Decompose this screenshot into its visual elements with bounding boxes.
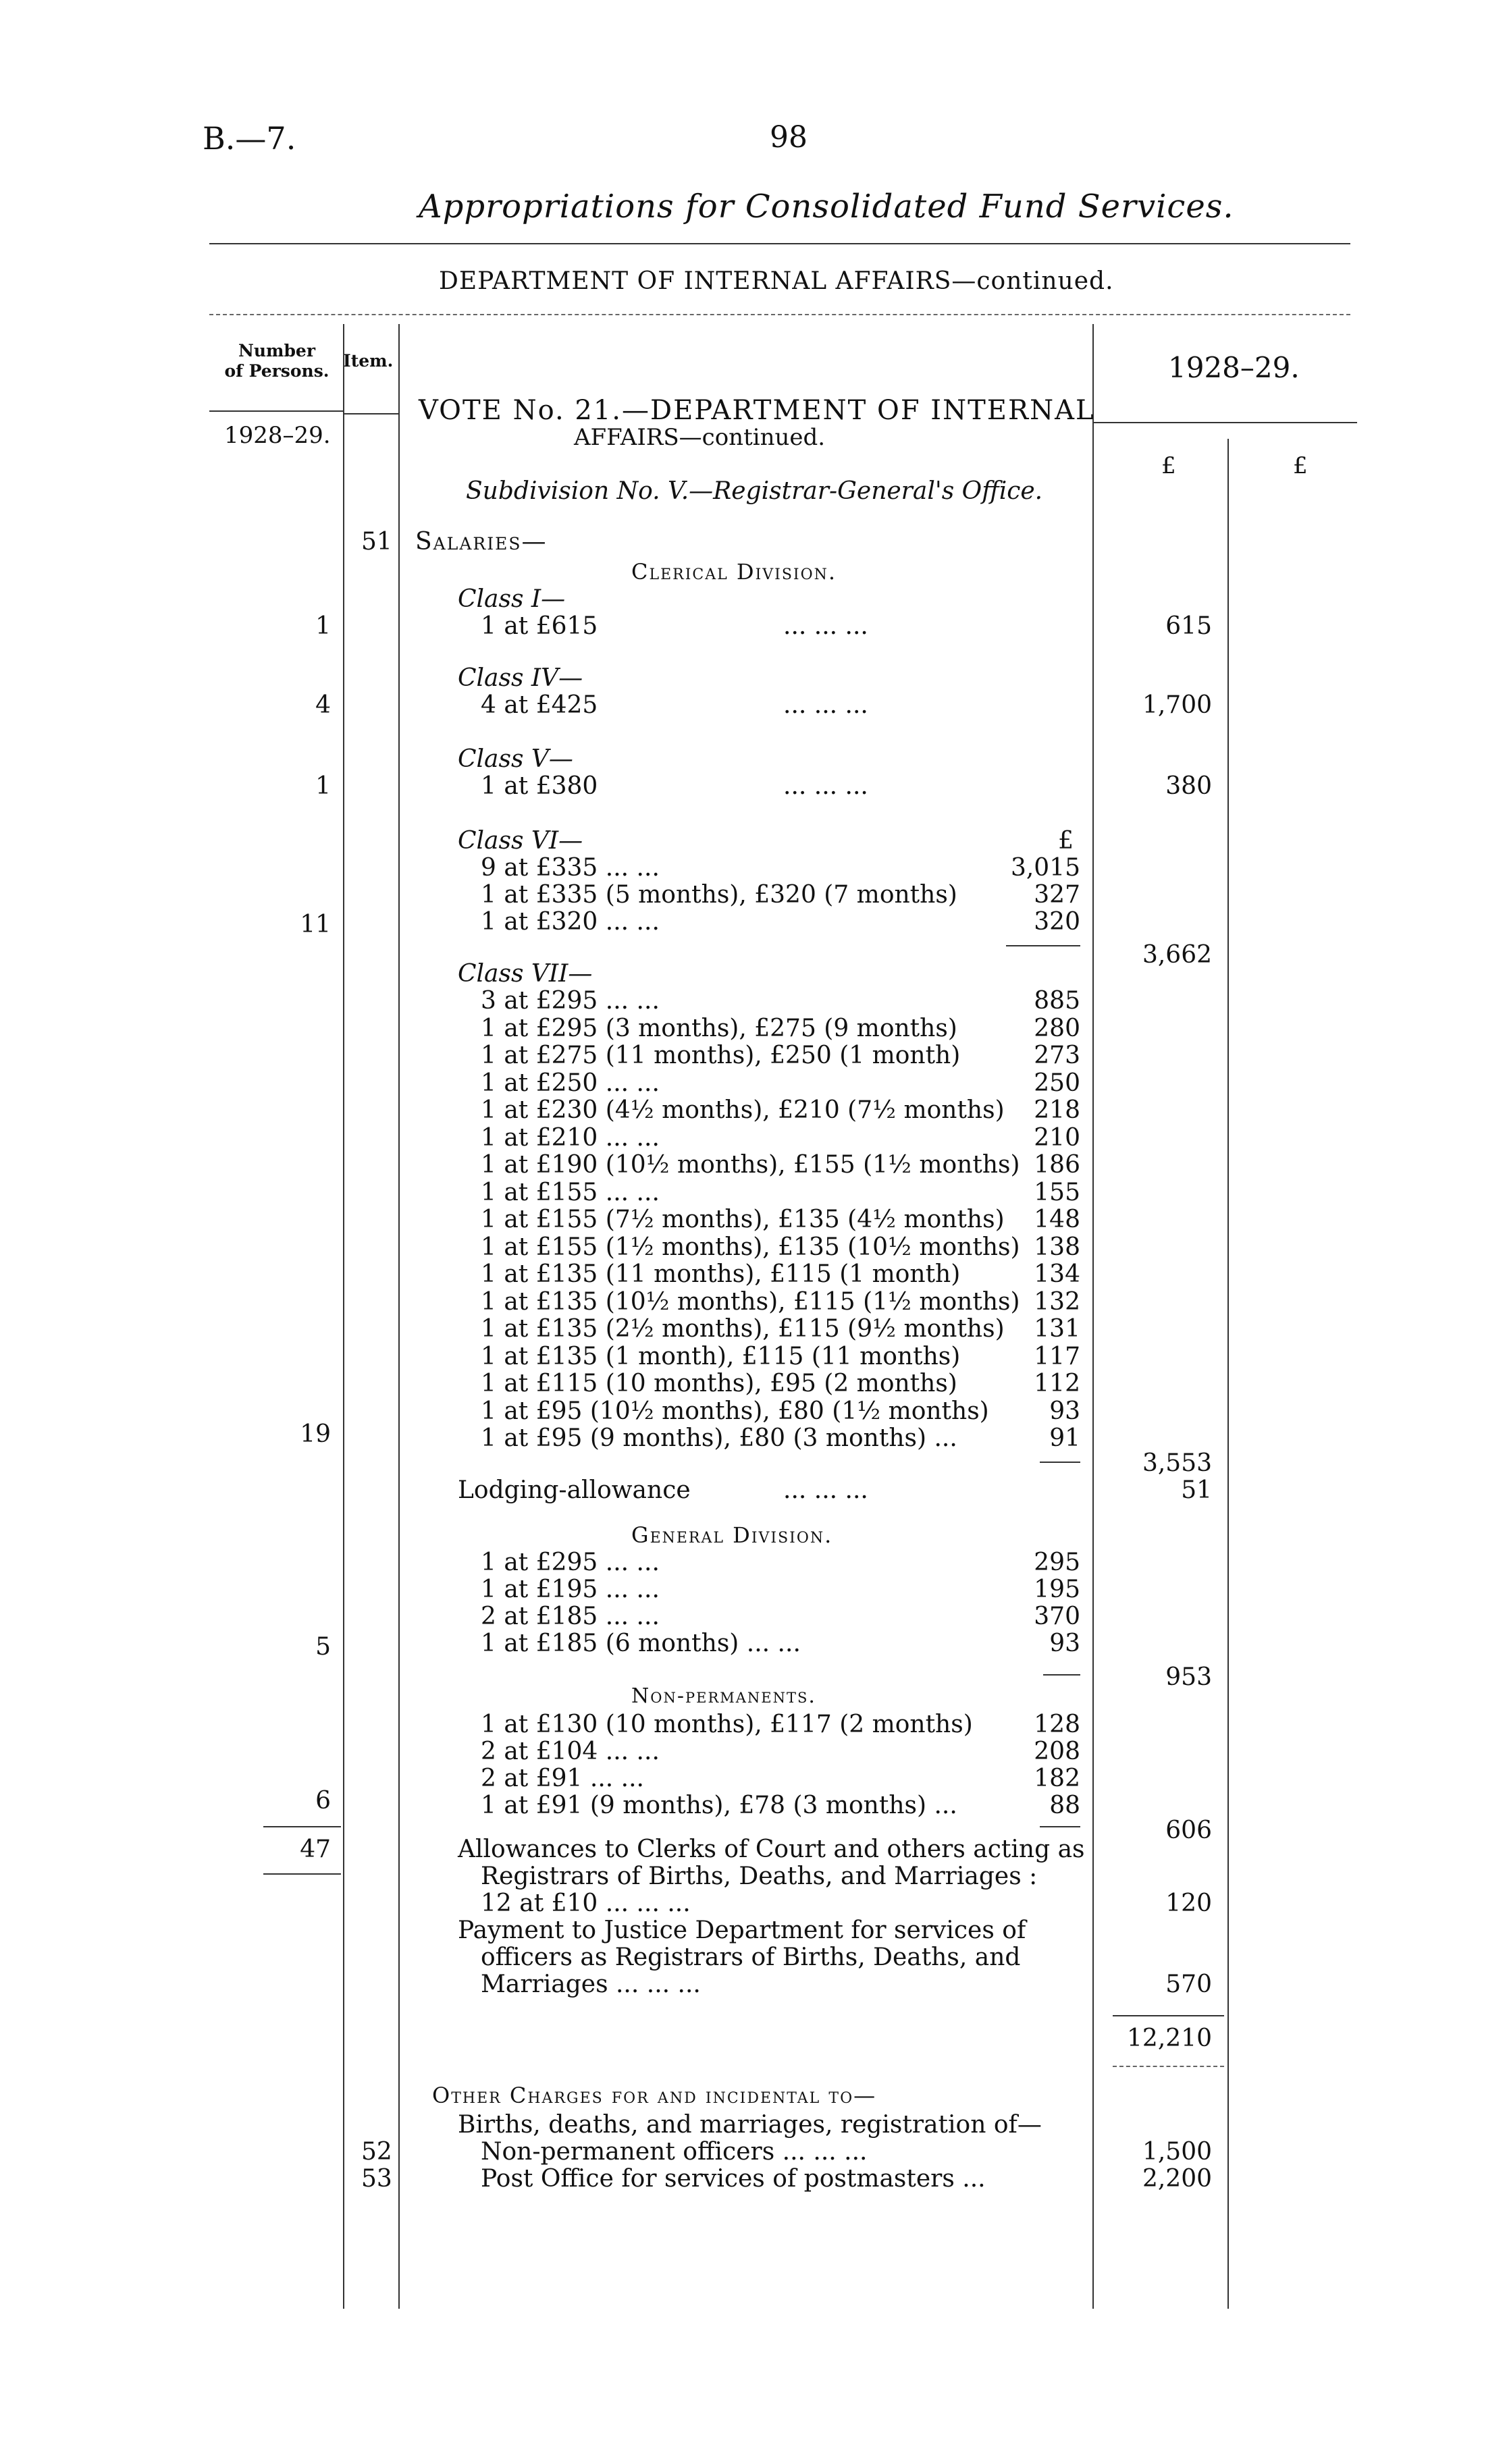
other-charge-line: Non-permanent officers ... ... ...	[481, 2138, 868, 2166]
subtotal-rule	[1043, 1674, 1080, 1676]
col-divider-amount	[1227, 439, 1229, 2309]
page-title: Appropriations for Consolidated Fund Services.	[419, 188, 1234, 225]
line-amount: 117	[1034, 1342, 1080, 1370]
salary-line: 1 at £295 (3 months), £275 (9 months)	[481, 1014, 957, 1042]
subtotal-rule	[1006, 945, 1080, 946]
salary-line: 4 at £425	[481, 691, 598, 719]
persons-total-rule	[263, 1826, 341, 1827]
class-total: 3,662	[1142, 941, 1212, 969]
salary-line: 3 at £295 ... ...	[481, 987, 660, 1015]
salary-line: 2 at £185 ... ...	[481, 1603, 660, 1630]
subdivision-heading: Subdivision No. V.—Registrar-General's Office.	[466, 477, 1043, 505]
persons-total-underline	[263, 1873, 341, 1875]
line-amount: 186	[1034, 1151, 1080, 1179]
division-total: 953	[1165, 1663, 1212, 1691]
salary-line: 1 at £275 (11 months), £250 (1 month)	[481, 1042, 961, 1069]
line-amount: 155	[1034, 1178, 1080, 1206]
line-amount: 195	[1034, 1576, 1080, 1603]
salary-line: 1 at £115 (10 months), £95 (2 months)	[481, 1370, 957, 1397]
line-amount: 134	[1034, 1260, 1080, 1288]
line-amount: 93	[1049, 1630, 1080, 1657]
allowances-line-1: Allowances to Clerks of Court and others acting as	[458, 1836, 1085, 1863]
line-amount: 93	[1049, 1397, 1080, 1425]
persons-count: 5	[315, 1633, 331, 1661]
non-permanents-heading: Non-permanents.	[631, 1684, 816, 1708]
pound-sign: £	[1058, 827, 1074, 855]
department-heading: DEPARTMENT OF INTERNAL AFFAIRS—continued.	[439, 267, 1114, 295]
salary-line: 1 at £130 (10 months), £117 (2 months)	[481, 1711, 973, 1738]
salary-line: 1 at £155 (1½ months), £135 (10½ months)	[481, 1233, 1020, 1261]
line-amount: 320	[1034, 908, 1080, 936]
leader-dots: ... ... ...	[783, 772, 868, 800]
amount: 120	[1165, 1890, 1212, 1917]
line-amount: 148	[1034, 1206, 1080, 1233]
line-amount: 112	[1034, 1370, 1080, 1397]
salary-line: 1 at £190 (10½ months), £155 (1½ months)	[481, 1151, 1020, 1179]
col-number-rule	[209, 410, 344, 412]
leader-dots: ... ... ...	[783, 612, 868, 640]
line-amount: 273	[1034, 1042, 1080, 1069]
salary-line: 1 at £615	[481, 612, 598, 640]
line-amount: 88	[1049, 1792, 1080, 1819]
persons-count: 4	[315, 691, 331, 719]
page-number: 98	[770, 120, 808, 155]
payment-line-3: Marriages ... ... ...	[481, 1971, 701, 1998]
salary-line: 1 at £320 ... ...	[481, 908, 660, 936]
salary-line: 1 at £155 ... ...	[481, 1178, 660, 1206]
other-charges-heading: Other Charges for and incidental to—	[432, 2083, 877, 2108]
other-charges-subheading: Births, deaths, and marriages, registration of—	[458, 2111, 1042, 2139]
line-amount: 280	[1034, 1014, 1080, 1042]
subtotal-rule	[1040, 1462, 1080, 1463]
col-pound-1: £	[1161, 452, 1176, 479]
line-amount: 885	[1034, 987, 1080, 1015]
salary-line: 2 at £104 ... ...	[481, 1738, 660, 1765]
vote-heading: VOTE No. 21.—DEPARTMENT OF INTERNAL	[419, 395, 1095, 426]
col-divider-item	[398, 324, 400, 2309]
salary-line: 1 at £155 (7½ months), £135 (4½ months)	[481, 1206, 1005, 1233]
class-total: 3,553	[1142, 1449, 1212, 1477]
line-amount: 128	[1034, 1711, 1080, 1738]
title-rule	[209, 243, 1350, 244]
salary-line: 1 at £135 (11 months), £115 (1 month)	[481, 1260, 961, 1288]
col-item-heading: Item.	[343, 351, 394, 371]
lodging-allowance-label: Lodging-allowance	[458, 1476, 691, 1504]
amount: 2,200	[1142, 2165, 1212, 2193]
salary-line: 1 at £250 ... ...	[481, 1069, 660, 1097]
line-amount: 295	[1034, 1549, 1080, 1576]
line-amount: 250	[1034, 1069, 1080, 1097]
salary-line: 1 at £95 (9 months), £80 (3 months) ...	[481, 1424, 957, 1452]
salary-line: 2 at £91 ... ...	[481, 1765, 644, 1792]
salaries-heading: Salaries—	[415, 528, 548, 556]
clerical-division-heading: Clerical Division.	[631, 559, 837, 585]
payment-line-2: officers as Registrars of Births, Deaths, and	[481, 1944, 1021, 1971]
class-heading: Class V—	[458, 745, 573, 773]
subtotal-rule	[1040, 1826, 1080, 1827]
persons-count: 19	[300, 1420, 331, 1448]
line-amount: 218	[1034, 1096, 1080, 1124]
class-heading: Class VII—	[458, 960, 593, 988]
grand-total-rule	[1113, 2015, 1224, 2016]
salary-line: 1 at £95 (10½ months), £80 (1½ months)	[481, 1397, 989, 1425]
allowances-line-3: 12 at £10 ... ... ...	[481, 1890, 691, 1917]
line-amount: 370	[1034, 1603, 1080, 1630]
salary-line: 1 at £135 (1 month), £115 (11 months)	[481, 1342, 961, 1370]
salary-line: 9 at £335 ... ...	[481, 854, 660, 882]
salary-line: 1 at £135 (10½ months), £115 (1½ months)	[481, 1287, 1020, 1316]
grand-total: 12,210	[1127, 2025, 1212, 2052]
leader-dots: ... ... ...	[783, 1476, 868, 1504]
col-item-rule	[344, 413, 398, 414]
salary-line: 1 at £335 (5 months), £320 (7 months)	[481, 881, 957, 909]
leader-dots: ... ... ...	[783, 691, 868, 719]
line-amount: 208	[1034, 1738, 1080, 1765]
col-year-subheading: 1928–29.	[224, 422, 331, 449]
col-number-heading-1: Number	[238, 341, 316, 360]
salary-line: 1 at £230 (4½ months), £210 (7½ months)	[481, 1096, 1005, 1124]
item-number: 52	[361, 2138, 392, 2166]
other-charge-line: Post Office for services of postmasters ...	[481, 2165, 986, 2193]
line-amount: 3,015	[1010, 854, 1080, 882]
allowances-line-2: Registrars of Births, Deaths, and Marriages :	[481, 1863, 1038, 1890]
division-total: 606	[1165, 1817, 1212, 1844]
col-amount-rule	[1094, 422, 1357, 423]
persons-total: 47	[300, 1836, 331, 1863]
persons-count: 1	[315, 772, 331, 800]
item-number: 53	[361, 2165, 392, 2193]
item-number: 51	[361, 528, 392, 556]
amount: 380	[1165, 772, 1212, 800]
persons-count: 6	[315, 1787, 331, 1815]
line-amount: 210	[1034, 1123, 1080, 1152]
line-amount: 91	[1049, 1424, 1080, 1452]
persons-count: 11	[300, 911, 331, 938]
line-amount: 132	[1034, 1287, 1080, 1316]
amount: 615	[1165, 612, 1212, 640]
persons-count: 1	[315, 612, 331, 640]
line-amount: 327	[1034, 881, 1080, 909]
grand-total-underline	[1113, 2066, 1224, 2067]
class-heading: Class VI—	[458, 827, 583, 855]
col-year-heading: 1928–29.	[1168, 351, 1300, 384]
salary-line: 1 at £135 (2½ months), £115 (9½ months)	[481, 1315, 1005, 1343]
line-amount: 182	[1034, 1765, 1080, 1792]
amount: 51	[1181, 1476, 1212, 1504]
general-division-heading: General Division.	[631, 1522, 833, 1548]
salary-line: 1 at £295 ... ...	[481, 1549, 660, 1576]
salary-line: 1 at £210 ... ...	[481, 1123, 660, 1152]
amount: 570	[1165, 1971, 1212, 1998]
line-amount: 138	[1034, 1233, 1080, 1261]
salary-line: 1 at £185 (6 months) ... ...	[481, 1630, 801, 1657]
salary-line: 1 at £380	[481, 772, 598, 800]
line-amount: 131	[1034, 1315, 1080, 1343]
col-number-heading-2: of Persons.	[224, 361, 329, 381]
table-top-rule	[209, 314, 1350, 315]
salary-line: 1 at £195 ... ...	[481, 1576, 660, 1603]
class-heading: Class I—	[458, 585, 566, 613]
document-reference: B.—7.	[203, 120, 296, 157]
col-pound-2: £	[1293, 452, 1308, 479]
amount: 1,500	[1142, 2138, 1212, 2166]
salary-line: 1 at £91 (9 months), £78 (3 months) ...	[481, 1792, 957, 1819]
class-heading: Class IV—	[458, 664, 583, 692]
vote-heading-continued: AFFAIRS—continued.	[574, 424, 826, 451]
payment-line-1: Payment to Justice Department for services of	[458, 1917, 1026, 1944]
col-divider-number	[343, 324, 344, 2309]
amount: 1,700	[1142, 691, 1212, 719]
